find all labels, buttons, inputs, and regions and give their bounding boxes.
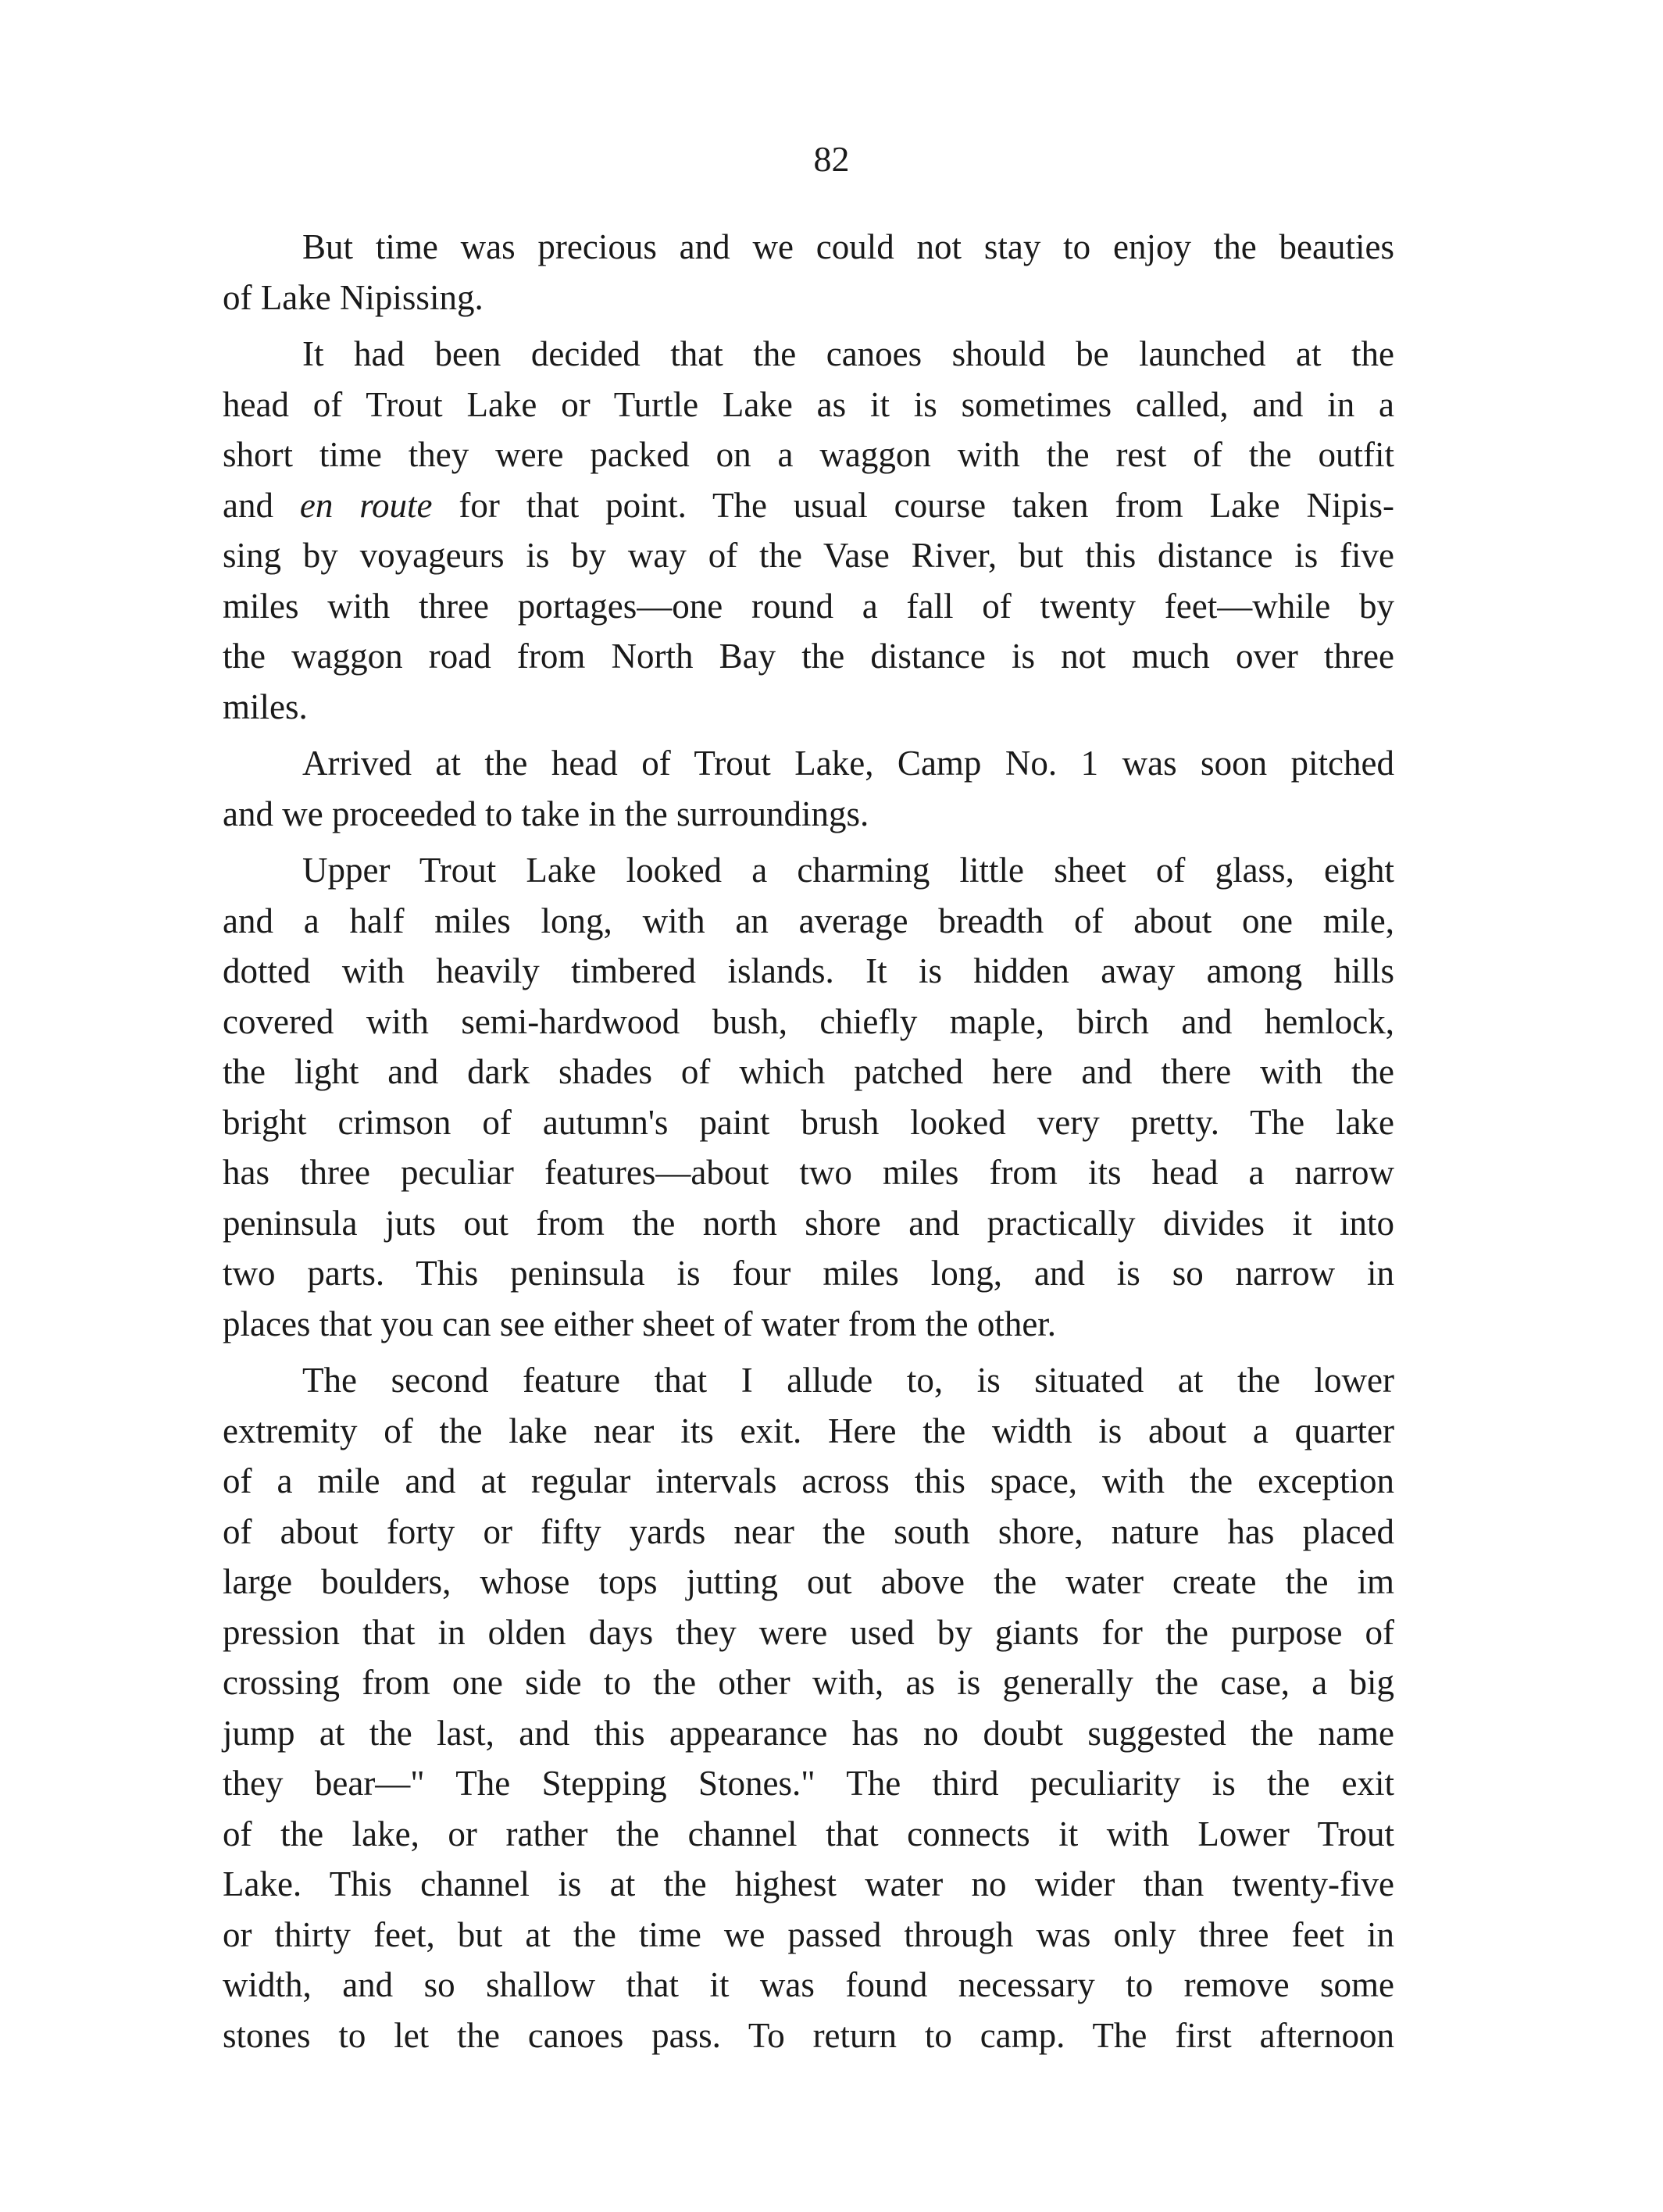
text-line: they bear—" The Stepping Stones." The third peculiarity is the exit (223, 1764, 1394, 1803)
text-line: the light and dark shades of which patched here and there with the (223, 1052, 1394, 1091)
page-number: 82 (813, 139, 850, 179)
text-line: large boulders, whose tops jutting out above the water create the im (223, 1562, 1394, 1601)
text-line: The second feature that I allude to, is situated at the lower (302, 1361, 1394, 1400)
text-line: and we proceeded to take in the surroundings. (223, 794, 869, 833)
text-line: covered with semi-hardwood bush, chiefly maple, birch and hemlock, (223, 1001, 1394, 1041)
text-line: Upper Trout Lake looked a charming little sheet of glass, eight (302, 851, 1394, 890)
text-line: dotted with heavily timbered islands. It is hidden away among hills (223, 951, 1394, 990)
text-line: of the lake, or rather the channel that connects it with Lower Trout (223, 1814, 1394, 1853)
text-line: head of Trout Lake or Turtle Lake as it is sometimes called, and in a (223, 384, 1394, 424)
text-line: pression that in olden days they were used by giants for the purpose of (223, 1612, 1394, 1652)
text-line: Lake. This channel is at the highest water no wider than twenty-five (223, 1864, 1394, 1903)
text-line: jump at the last, and this appearance has no doubt suggested the name (223, 1713, 1394, 1753)
text-line: the waggon road from North Bay the distance is not much over three (223, 637, 1394, 676)
body-text (223, 222, 1394, 2060)
text-line: miles. (223, 687, 308, 726)
text-line: and en route for that point. The usual course taken from Lake Nipis- (223, 485, 1395, 525)
text-line: sing by voyageurs is by way of the Vase River, but this distance is five (223, 536, 1394, 575)
text-line: places that you can see either sheet of water from the other. (223, 1304, 1057, 1343)
text-line: peninsula juts out from the north shore and practically divides it into (223, 1203, 1394, 1243)
text-line: But time was precious and we could not stay to enjoy the beauties (302, 227, 1394, 266)
text-line: of about forty or fifty yards near the south shore, nature has placed (223, 1511, 1394, 1551)
text-line: It had been decided that the canoes should be launched at the (302, 334, 1394, 373)
text-line: bright crimson of autumn's paint brush looked very pretty. The lake (223, 1102, 1394, 1142)
text-line: of a mile and at regular intervals across this space, with the exception (223, 1461, 1394, 1500)
text-line: width, and so shallow that it was found necessary to remove some (223, 1965, 1394, 2004)
text-line: miles with three portages—one round a fall of twenty feet—while by (223, 586, 1394, 626)
text-line: Arrived at the head of Trout Lake, Camp No. 1 was soon pitched (302, 744, 1394, 783)
text-line: has three peculiar features—about two miles from its head a narrow (223, 1153, 1394, 1192)
text-line: or thirty feet, but at the time we passed through was only three feet in (223, 1914, 1394, 1954)
text-line: short time they were packed on a waggon with the rest of the outfit (223, 435, 1394, 474)
text-line: two parts. This peninsula is four miles long, and is so narrow in (223, 1254, 1394, 1293)
text-line: extremity of the lake near its exit. Here the width is about a quarter (223, 1411, 1394, 1450)
text-line: crossing from one side to the other with, as is generally the case, a big (223, 1663, 1394, 1702)
text-line: stones to let the canoes pass. To return to camp. The first afternoon (223, 2015, 1394, 2055)
text-line: of Lake Nipissing. (223, 277, 484, 317)
text-line: and a half miles long, with an average breadth of about one mile, (223, 901, 1394, 940)
